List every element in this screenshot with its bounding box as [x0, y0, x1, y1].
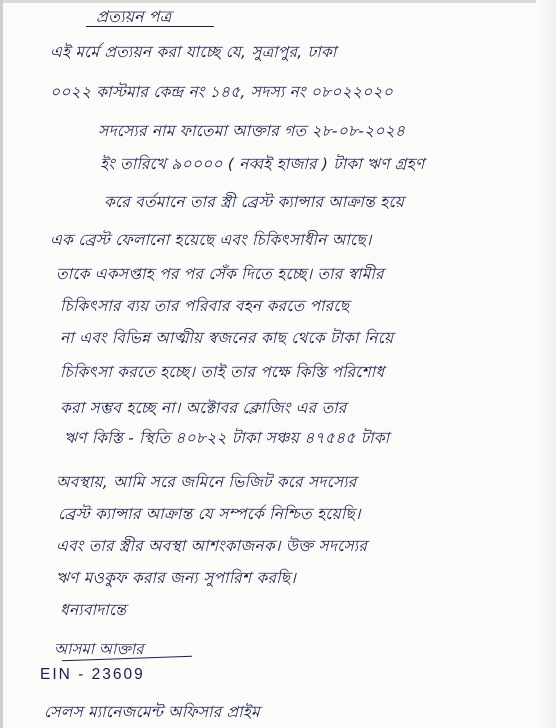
closing-text: ধন্যবাদান্তে [60, 601, 127, 619]
body-line-13: অবস্থায়, আমি সরে জমিনে ভিজিট করে সদস্যের [56, 473, 357, 491]
ein-number: EIN - 23609 [40, 666, 145, 683]
scan-edge-left [0, 0, 3, 728]
body-line-5: করে বর্তমানে তার স্ত্রী ব্রেস্ট ক্যান্সার আক্রান্ত হয়ে [104, 193, 405, 211]
scan-edge-top [0, 0, 556, 3]
document-title: প্রত্যয়ন পত্র [96, 7, 172, 26]
body-line-12: ঋণ কিস্তি - স্থিতি ৪০৮২২ টাকা সঞ্চয় ৪৭৫৪৫ টাকা [64, 429, 390, 447]
body-line-9: না এবং বিভিন্ন আত্মীয় স্বজনের কাছ থেকে টাকা নিয়ে [60, 329, 394, 347]
body-line-3: সদস্যের নাম ফাতেমা আক্তার গত ২৮-০৮-২০২৪ [98, 122, 406, 140]
body-line-16: ঋণ মওকুফ করার জন্য সুপারিশ করছি। [56, 569, 296, 587]
body-line-1: এই মর্মে প্রত্যয়ন করা যাচ্ছে যে, সুত্রাপুর, ঢাকা [50, 43, 337, 61]
body-line-8: চিকিৎসার ব্যয় তার পরিবার বহন করতে পারছে [60, 297, 350, 315]
signature: আসমা আক্তার [54, 640, 144, 658]
body-line-6: এক ব্রেস্ট ফেলানো হয়েছে এবং চিকিৎসাধীন আছে। [50, 231, 372, 249]
body-line-15: এবং তার স্ত্রীর অবস্থা আশংকাজনক। উক্ত সদস্যের [56, 537, 368, 555]
title-underline [86, 26, 214, 27]
body-line-7: তাকে একসপ্তাহ পর পর সেঁক দিতে হচ্ছে। তার স্বামীর [56, 265, 384, 283]
body-line-11: করা সম্ভব হচ্ছে না। অক্টোবর ক্লোজিং এর তার [60, 399, 347, 417]
body-line-2: ০০২২ কাস্টমার কেন্দ্র নং ১৪৫, সদস্য নং ০৮০২২০২০ [50, 83, 393, 101]
body-line-10: চিকিৎসা করতে হচ্ছে। তাই তার পক্ষে কিস্তি পরিশোধ [60, 363, 385, 381]
scan-edge-right [536, 0, 556, 728]
designation: সেলস ম্যানেজমেন্ট অফিসার প্রাইম [44, 703, 260, 721]
body-line-4: ইং তারিখে ৯০০০০ ( নব্বই হাজার ) টাকা ঋণ গ্রহণ [100, 155, 425, 173]
body-line-14: ব্রেস্ট ক্যান্সার আক্রান্ত যে সম্পর্কে নিশ্চিত হয়েছি। [58, 505, 361, 523]
